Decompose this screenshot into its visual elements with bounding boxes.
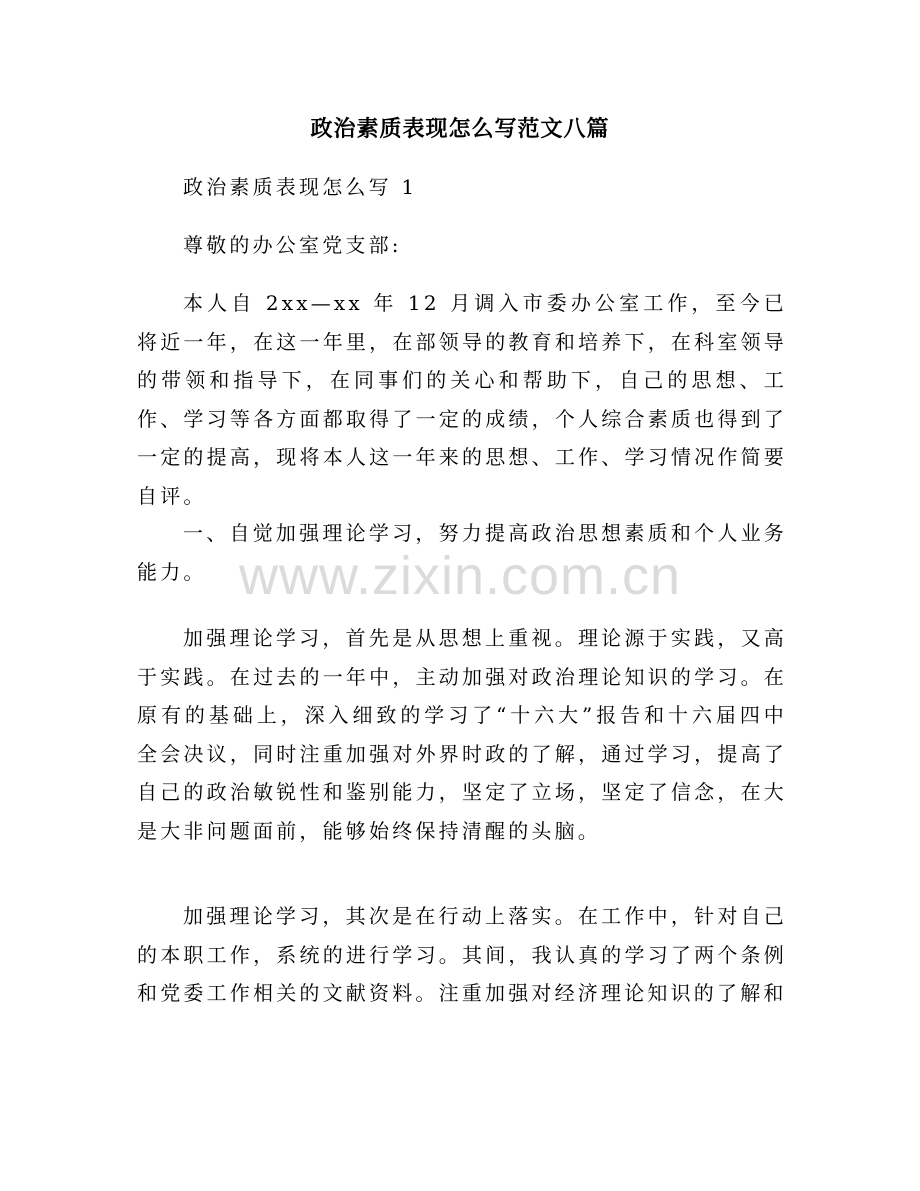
paragraph-intro: 本人自 2xx—xx 年 12 月调入市委办公室工作，至今已将近一年，在这一年里，在部领导的教育和培养下，在科室领导的带领和指导下，在同事们的关心和帮助下，自己的思想、工作、学习等各方面都取得了一定的成绩，个人综合素质也得到了一定的提高，现将本人这一年来的思想、工作、学习情况作简要自评。 [137, 291, 787, 508]
paragraph-body: 加强理论学习，首先是从思想上重视。理论源于实践，又高于实践。在过去的一年中，主动加强对政治理论知识的学习。在原有的基础上，深入细致的学习了“十六大”报告和十六届四中全会决议，同时注重加强对外界时政的了解，通过学习，提高了自己的政治敏锐性和鉴别能力，坚定了立场，坚定了信念，在大是大非问题面前，能够始终保持清醒的头脑。 [137, 626, 787, 843]
paragraph-body: 加强理论学习，其次是在行动上落实。在工作中，针对自己的本职工作，系统的进行学习。其间，我认真的学习了两个条例和党委工作相关的文献资料。注重加强对经济理论知识的了解和 [137, 904, 787, 1005]
salutation: 尊敬的办公室党支部: [183, 233, 402, 257]
section-subheading: 政治素质表现怎么写 1 [183, 175, 418, 199]
watermark: www.zixin.com.cn [238, 546, 682, 606]
document-title: 政治素质表现怎么写范文八篇 [310, 116, 610, 142]
paragraph-section-heading: 一、自觉加强理论学习，努力提高政治思想素质和个人业务能力。 [137, 521, 787, 584]
